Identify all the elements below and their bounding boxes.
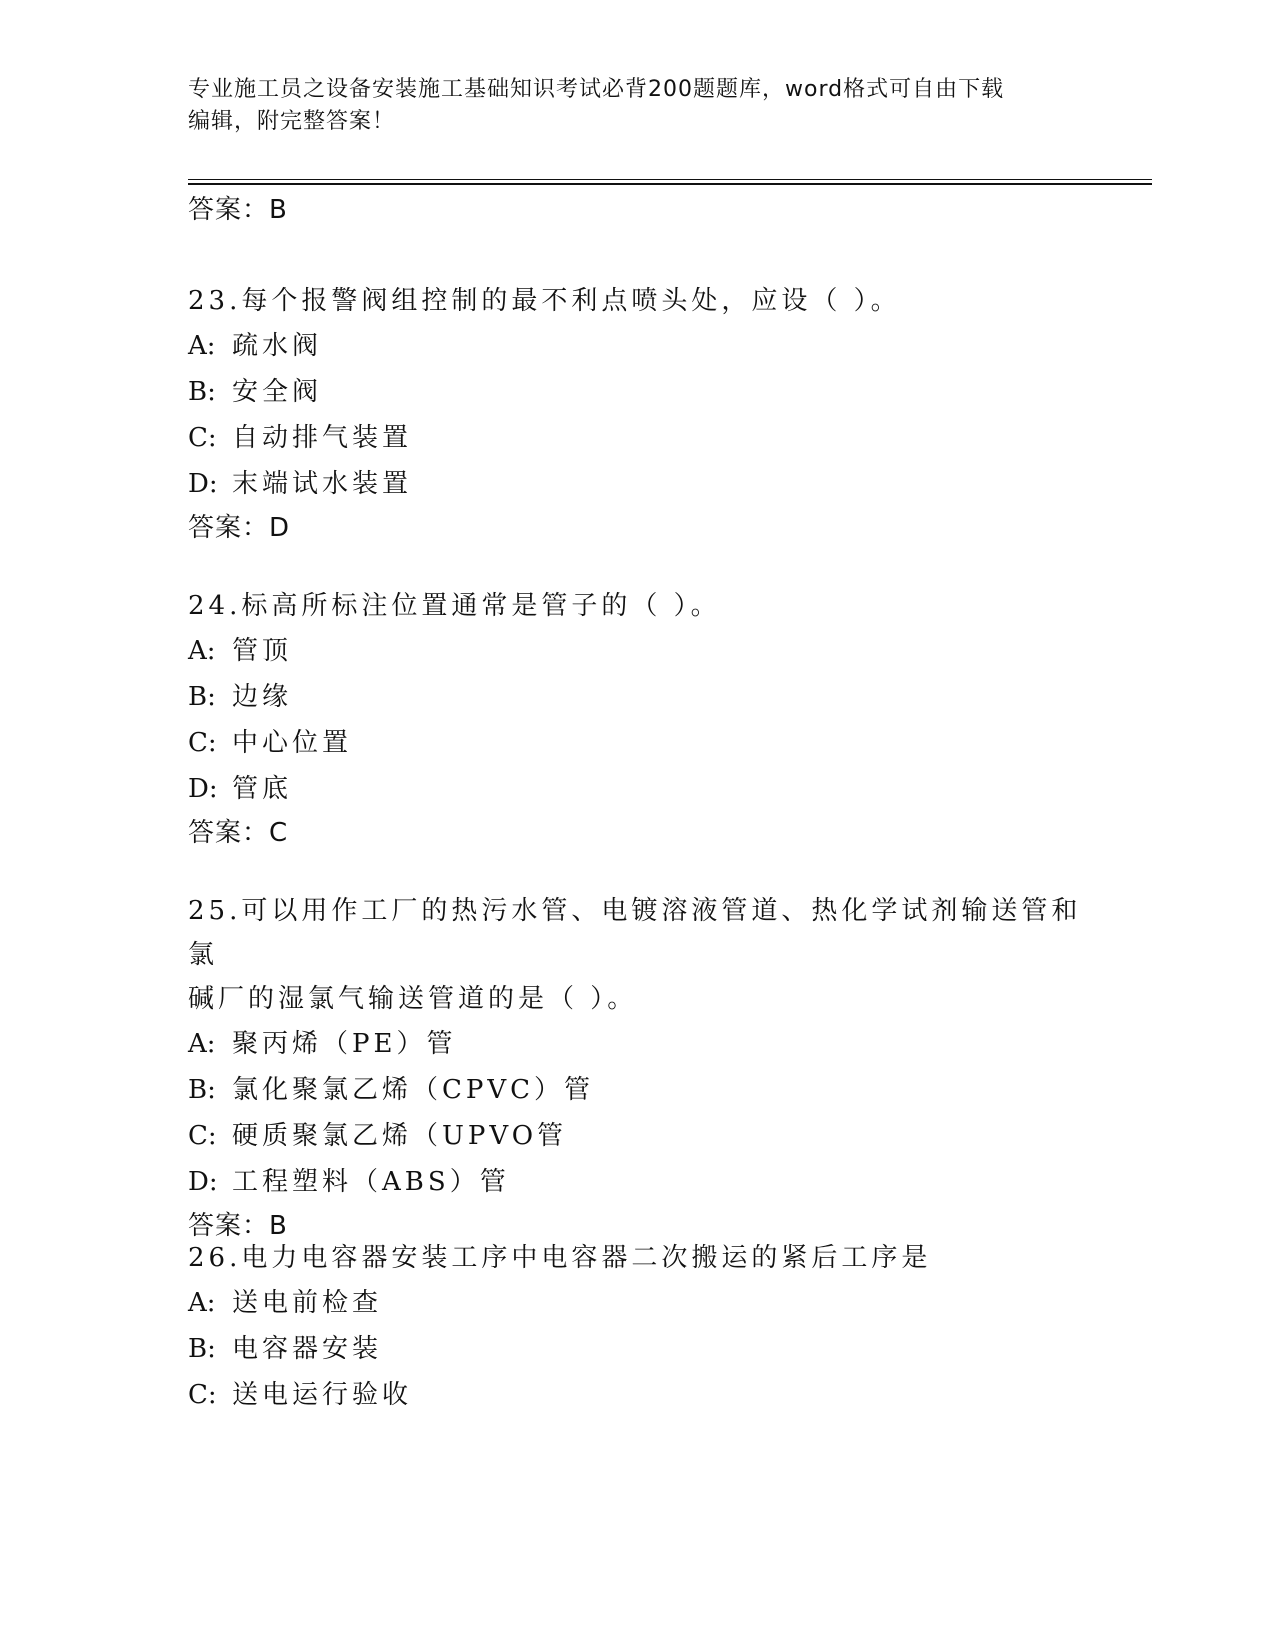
- question-text: 26.电力电容器安装工序中电容器二次搬运的紧后工序是: [188, 1243, 932, 1273]
- previous-answer: 答案：B: [188, 195, 288, 225]
- document-header: [188, 74, 1088, 138]
- option-text: 氯化聚氯乙烯（CPVC）管: [232, 1075, 595, 1105]
- question-text-line-2: 碱厂的湿氯气输送管道的是（ ）。: [188, 984, 638, 1014]
- option-text: 边缘: [232, 682, 293, 712]
- question-24: [188, 584, 1088, 850]
- answer: 答案：B: [188, 1211, 288, 1241]
- option-text: 送电前检查: [232, 1288, 383, 1318]
- header-line-2: 编辑，附完整答案！: [188, 109, 396, 134]
- option-label: B:: [188, 377, 216, 407]
- option-c: [188, 1113, 1088, 1159]
- option-text: 管顶: [232, 636, 293, 666]
- option-b: [188, 1067, 1088, 1113]
- option-a: [188, 1021, 1088, 1067]
- option-b: [188, 674, 1088, 720]
- option-label: D:: [188, 774, 218, 804]
- question-26: [188, 1236, 1088, 1418]
- option-a: [188, 1280, 1088, 1326]
- option-text: 中心位置: [232, 728, 353, 758]
- option-label: A:: [188, 331, 216, 361]
- question-text: 23.每个报警阀组控制的最不利点喷头处，应设（ ）。: [188, 286, 901, 316]
- answer: 答案：C: [188, 818, 289, 848]
- option-label: C:: [188, 728, 217, 758]
- option-text: 聚丙烯（PE）管: [232, 1029, 457, 1059]
- option-text: 电容器安装: [232, 1334, 383, 1364]
- option-c: [188, 415, 1088, 461]
- header-divider-thin: [188, 179, 1152, 180]
- option-label: A:: [188, 1029, 216, 1059]
- option-label: B:: [188, 682, 216, 712]
- option-text: 末端试水装置: [232, 469, 413, 499]
- question-text: 24.标高所标注位置通常是管子的（ ）。: [188, 591, 721, 621]
- option-a: [188, 628, 1088, 674]
- option-label: C:: [188, 1121, 217, 1151]
- option-text: 自动排气装置: [232, 423, 413, 453]
- option-label: C:: [188, 423, 217, 453]
- option-label: B:: [188, 1334, 216, 1364]
- option-c: [188, 1372, 1088, 1418]
- option-d: [188, 766, 1088, 812]
- option-text: 管底: [232, 774, 293, 804]
- option-text: 硬质聚氯乙烯（UPVO管: [232, 1121, 568, 1151]
- question-23: [188, 279, 1088, 545]
- option-c: [188, 720, 1088, 766]
- option-label: D:: [188, 469, 218, 499]
- header-divider-thick: [188, 183, 1152, 185]
- option-b: [188, 369, 1088, 415]
- option-text: 工程塑料（ABS）管: [232, 1167, 510, 1197]
- option-text: 疏水阀: [232, 331, 323, 361]
- option-label: A:: [188, 1288, 216, 1318]
- option-label: B:: [188, 1075, 216, 1105]
- option-text: 送电运行验收: [232, 1380, 413, 1410]
- option-label: A:: [188, 636, 216, 666]
- option-label: D:: [188, 1167, 218, 1197]
- option-d: [188, 1159, 1088, 1205]
- option-d: [188, 461, 1088, 507]
- question-text-line-1: 25.可以用作工厂的热污水管、电镀溶液管道、热化学试剂输送管和氯: [188, 896, 1082, 970]
- header-line-1: 专业施工员之设备安装施工基础知识考试必背200题题库，word格式可自由下载: [188, 77, 1005, 102]
- option-b: [188, 1326, 1088, 1372]
- option-a: [188, 323, 1088, 369]
- answer: 答案：D: [188, 513, 291, 543]
- option-label: C:: [188, 1380, 217, 1410]
- option-text: 安全阀: [232, 377, 323, 407]
- question-25: [188, 889, 1088, 1243]
